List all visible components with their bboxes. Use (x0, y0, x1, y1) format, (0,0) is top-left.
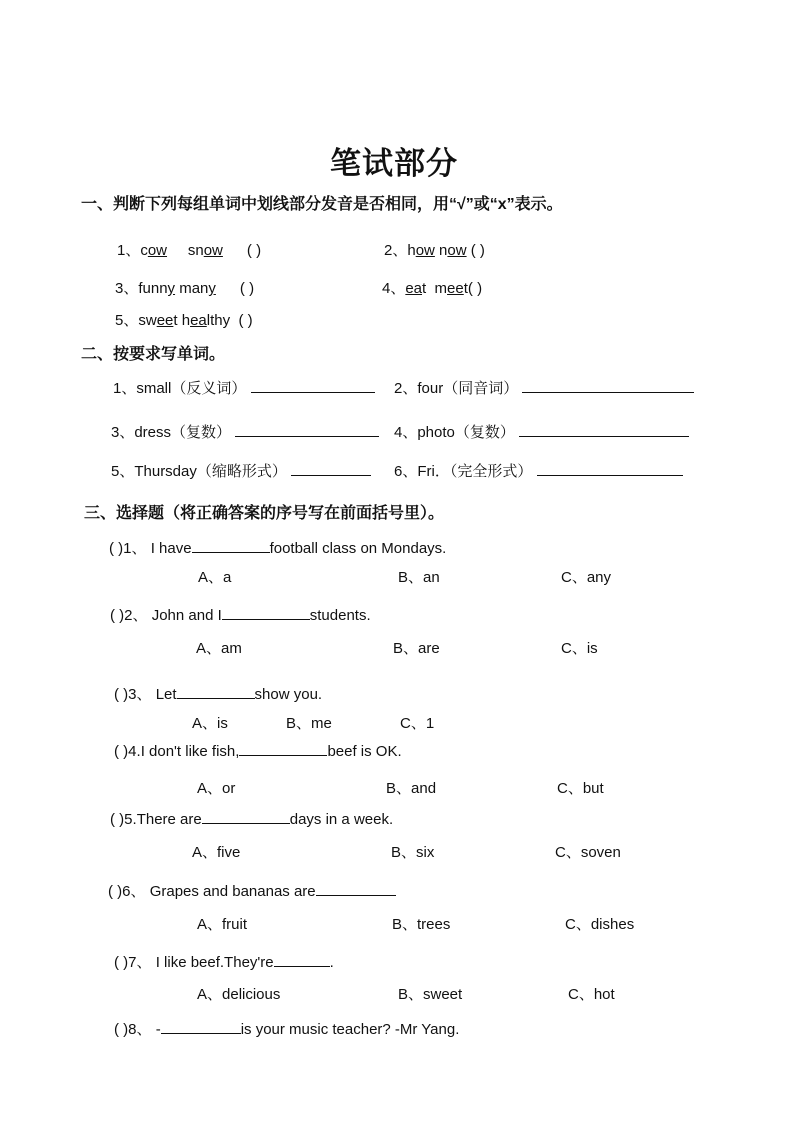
s1-item-2: 2、how now ( ) (384, 242, 485, 259)
answer-blank[interactable] (202, 809, 290, 824)
question-2: ( )2、 John and I students. (110, 607, 371, 624)
question-7: ( )7、 I like beef.They're . (114, 954, 334, 971)
option-b[interactable]: B、and (386, 780, 437, 797)
s2-item-5: 5、Thursday（缩略形式） (111, 460, 371, 481)
answer-blank[interactable] (251, 378, 375, 393)
question-3: ( )3、 Let show you. (114, 686, 323, 703)
s1-item-5: 5、sweet healthy ( ) (115, 312, 253, 329)
answer-parenthesis[interactable]: ( ) (114, 954, 129, 971)
option-c[interactable]: C、soven (555, 844, 621, 861)
answer-blank[interactable] (537, 461, 683, 476)
answer-blank[interactable] (522, 378, 694, 393)
answer-blank[interactable] (161, 1019, 241, 1034)
option-c[interactable]: C、dishes (565, 916, 635, 933)
answer-blank[interactable] (192, 538, 270, 553)
question-1: ( )1、 I have football class on Mondays. (109, 540, 447, 557)
s1-item-3: 3、funny many ( ) (115, 280, 255, 297)
s2-item-4: 4、photo（复数） (394, 421, 689, 442)
s1-item-1: 1、cow snow ( ) (117, 242, 262, 259)
option-c[interactable]: C、but (557, 780, 604, 797)
answer-parenthesis[interactable]: ( ) (114, 743, 129, 760)
s2-item-1: 1、small（反义词） (113, 377, 375, 398)
answer-parenthesis[interactable]: ( ) (239, 280, 255, 297)
question-5: ( )5.There are days in a week. (110, 811, 394, 828)
answer-blank[interactable] (291, 461, 371, 476)
option-a[interactable]: A、a (198, 569, 232, 586)
answer-parenthesis[interactable]: ( ) (110, 811, 125, 828)
question-4: ( )4.I don't like fish, beef is OK. (114, 743, 402, 760)
s2-item-6: 6、Fri．（完全形式） (394, 460, 683, 481)
section-3-heading: 三、选择题（将正确答案的序号写在前面括号里）。 (84, 505, 445, 522)
option-b[interactable]: B、an (398, 569, 440, 586)
answer-parenthesis[interactable]: ( ) (110, 607, 125, 624)
answer-blank[interactable] (519, 422, 689, 437)
option-a[interactable]: A、delicious (197, 986, 281, 1003)
option-a[interactable]: A、or (197, 780, 236, 797)
option-a[interactable]: A、is (192, 715, 228, 732)
answer-parenthesis[interactable]: ( ) (114, 1021, 129, 1038)
option-c[interactable]: C、is (561, 640, 598, 657)
option-b[interactable]: B、are (393, 640, 440, 657)
option-b[interactable]: B、sweet (398, 986, 463, 1003)
option-c[interactable]: C、hot (568, 986, 615, 1003)
answer-parenthesis[interactable]: ( ) (109, 540, 124, 557)
section-2-heading: 二、按要求写单词。 (81, 346, 226, 363)
answer-blank[interactable] (274, 952, 330, 967)
option-c[interactable]: C、1 (400, 715, 435, 732)
question-6: ( )6、 Grapes and bananas are (108, 880, 396, 901)
answer-parenthesis[interactable]: ( ) (467, 280, 483, 297)
option-a[interactable]: A、am (196, 640, 242, 657)
question-8: ( )8、 - is your music teacher? -Mr Yang. (114, 1021, 460, 1038)
option-b[interactable]: B、trees (392, 916, 451, 933)
s2-item-2: 2、four（同音词） (394, 377, 694, 398)
option-a[interactable]: A、fruit (197, 916, 248, 933)
s2-item-3: 3、dress（复数） (111, 421, 379, 442)
answer-blank[interactable] (239, 741, 327, 756)
answer-parenthesis[interactable]: ( ) (238, 312, 253, 329)
answer-blank[interactable] (235, 422, 379, 437)
answer-blank[interactable] (316, 881, 396, 896)
option-a[interactable]: A、five (192, 844, 241, 861)
answer-parenthesis[interactable]: ( ) (114, 686, 129, 703)
section-1-heading: 一、判断下列每组单词中划线部分发音是否相同，用“√”或“x”表示。 (81, 196, 563, 213)
s1-item-4: 4、eat meet( ) (382, 280, 483, 297)
option-b[interactable]: B、me (286, 715, 332, 732)
option-c[interactable]: C、any (561, 569, 612, 586)
answer-blank[interactable] (222, 605, 310, 620)
answer-parenthesis[interactable]: ( ) (246, 242, 262, 259)
answer-parenthesis[interactable]: ( ) (108, 883, 123, 900)
page-title: 笔试部分 (330, 146, 458, 182)
answer-parenthesis[interactable]: ( ) (470, 242, 485, 259)
option-b[interactable]: B、six (391, 844, 435, 861)
answer-blank[interactable] (177, 684, 255, 699)
